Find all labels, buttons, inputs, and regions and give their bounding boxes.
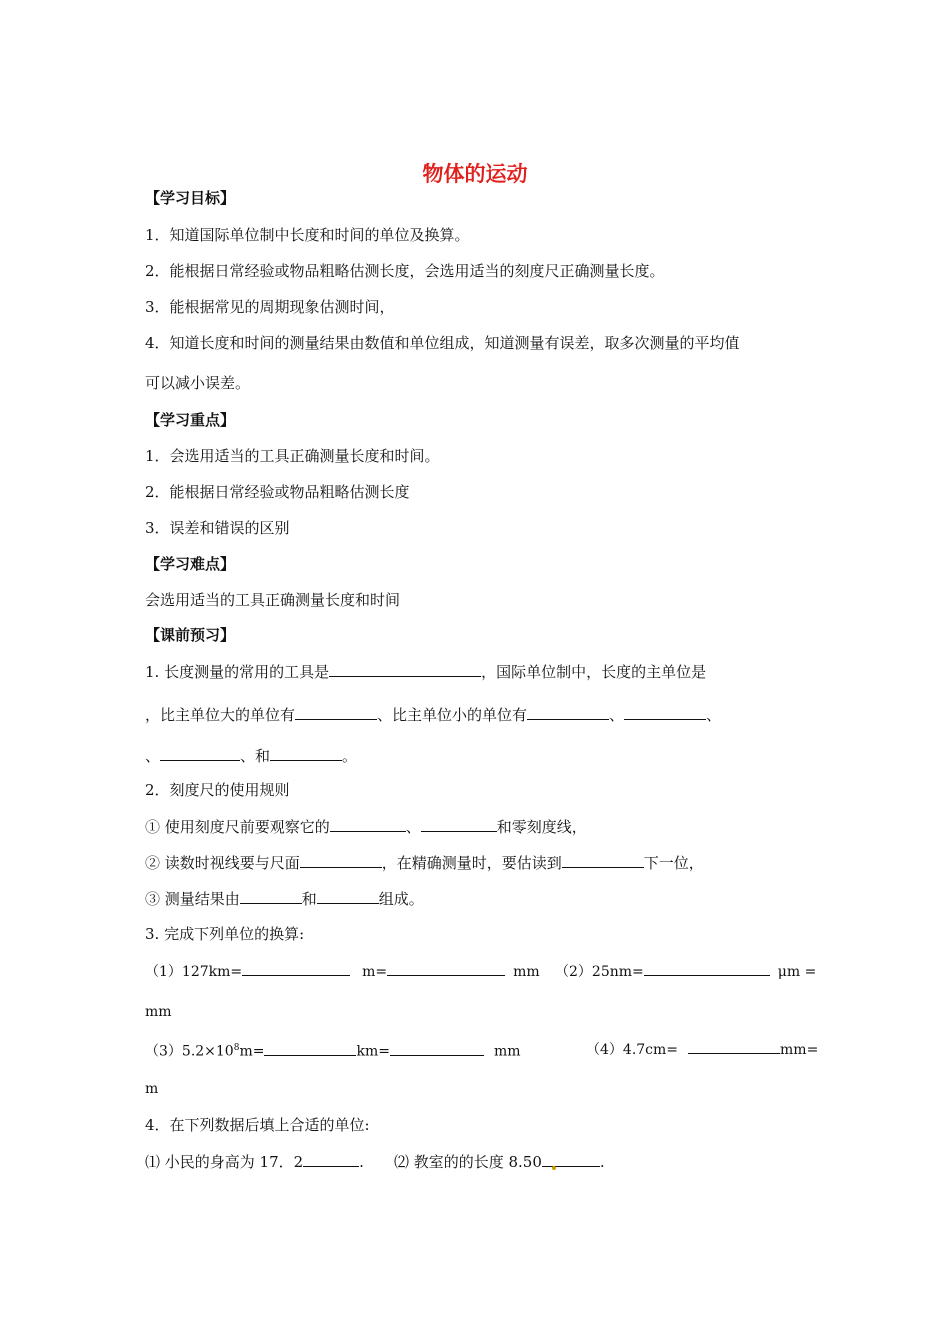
objective-item: 3．能根据常见的周期现象估测时间， — [145, 298, 395, 316]
key-point-item: 3．误差和错误的区别 — [145, 519, 290, 537]
question-1-line-1: 1. 长度测量的常用的工具是 ，国际单位制中，长度的主单位是 — [145, 663, 707, 681]
objective-item: 2．能根据日常经验或物品粗略估测长度，会选用适当的刻度尺正确测量长度。 — [145, 262, 665, 280]
conversion-3: $(3)5.2\times 10^8m= km=$ mm — [145, 1038, 521, 1062]
decorative-dot — [552, 1166, 556, 1170]
answer-blank[interactable] — [240, 888, 302, 904]
answer-blank[interactable] — [300, 852, 382, 868]
question-1-line-3: 、 、和 。 — [145, 747, 358, 765]
question-2-rule-3: ③ 测量结果由 和 组成。 — [145, 890, 424, 908]
answer-blank[interactable] — [390, 1040, 484, 1056]
question-2-heading: 2．刻度尺的使用规则 — [145, 781, 290, 799]
objective-item: 1．知道国际单位制中长度和时间的单位及换算。 — [145, 226, 470, 244]
answer-blank[interactable] — [624, 704, 706, 720]
answer-blank[interactable] — [329, 661, 481, 677]
objective-item: 可以减小误差。 — [145, 374, 251, 392]
answer-blank[interactable] — [264, 1040, 356, 1056]
answer-blank[interactable] — [270, 745, 342, 761]
answer-blank[interactable] — [330, 816, 406, 832]
difficulties-text: 会选用适当的工具正确测量长度和时间 — [145, 591, 401, 609]
answer-blank[interactable] — [242, 960, 350, 976]
answer-blank[interactable] — [387, 960, 505, 976]
question-3-heading: 3. 完成下列单位的换算: — [145, 925, 305, 943]
key-point-item: 2．能根据日常经验或物品粗略估测长度 — [145, 483, 410, 501]
question-4-heading: 4．在下列数据后填上合适的单位: — [145, 1116, 370, 1134]
conversion-2: （2）25nm= μm = — [555, 960, 816, 982]
question-2-rule-2: ② 读数时视线要与尺面 ，在精确测量时，要估读到 下一位， — [145, 854, 704, 872]
conversion-2-unit: mm — [145, 1004, 172, 1020]
key-point-item: 1．会选用适当的工具正确测量长度和时间。 — [145, 447, 440, 465]
conversion-4: （4）4.7cm= mm= — [586, 1038, 818, 1060]
question-4-items: ⑴ 小民的身高为 17．2 . ⑵ 教室的的长度 8.50 . — [145, 1153, 605, 1171]
answer-blank[interactable] — [542, 1151, 600, 1167]
page-title: 物体的运动 — [422, 162, 528, 186]
question-2-rule-1: ① 使用刻度尺前要观察它的 、 和零刻度线， — [145, 818, 587, 836]
answer-blank[interactable] — [562, 852, 644, 868]
conversion-1: （1）127km= m= mm — [145, 960, 540, 982]
answer-blank[interactable] — [317, 888, 379, 904]
objectives-heading: 【学习目标】 — [145, 189, 236, 207]
preview-heading: 【课前预习】 — [145, 626, 236, 644]
answer-blank[interactable] — [160, 745, 240, 761]
answer-blank[interactable] — [295, 704, 377, 720]
difficulties-heading: 【学习难点】 — [145, 555, 236, 573]
answer-blank[interactable] — [421, 816, 497, 832]
question-1-line-2: ，比主单位大的单位有 、比主单位小的单位有 、 、 — [145, 706, 722, 724]
answer-blank[interactable] — [644, 960, 770, 976]
conversion-4-unit: m — [145, 1081, 159, 1097]
key-points-heading: 【学习重点】 — [145, 411, 236, 429]
answer-blank[interactable] — [303, 1151, 359, 1167]
objective-item: 4．知道长度和时间的测量结果由数值和单位组成，知道测量有误差，取多次测量的平均值 — [145, 334, 740, 352]
answer-blank[interactable] — [688, 1038, 780, 1054]
answer-blank[interactable] — [527, 704, 609, 720]
